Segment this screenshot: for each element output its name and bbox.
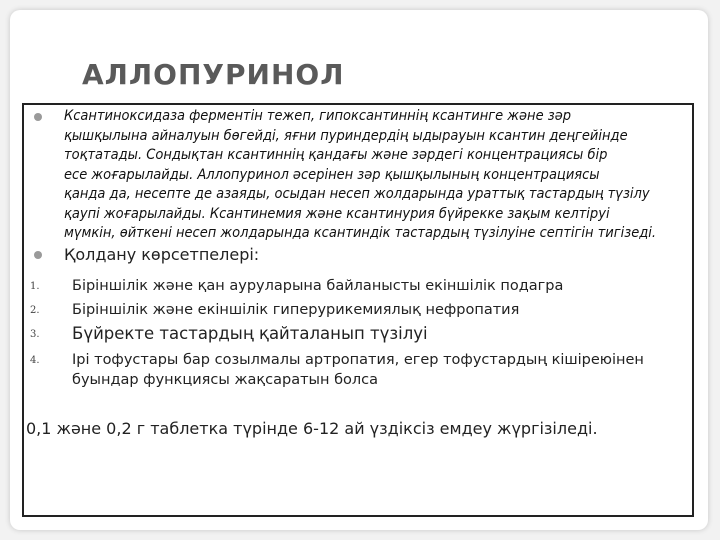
paragraph-line: қаупі жоғарылайды. Ксантинемия және ксантинурия бүйрекке зақым келтіруі xyxy=(64,205,610,222)
bullet-icon xyxy=(34,113,42,121)
list-number: 2. xyxy=(30,305,40,316)
list-number: 1. xyxy=(30,281,40,292)
list-number: 3. xyxy=(30,329,40,340)
paragraph-line: есе жоғарылайды. Аллопуринол әсерінен зәр қышқылының концентрациясы xyxy=(64,166,600,183)
description-paragraph xyxy=(64,107,694,244)
indication-item: Бүйректе тастардың қайталанып түзілуі xyxy=(72,324,428,343)
content-frame xyxy=(22,103,694,517)
indication-item: Біріншілік және қан ауруларына байланысты екіншілік подагра xyxy=(72,278,564,294)
slide-title: АЛЛОПУРИНОЛ xyxy=(82,58,345,91)
paragraph-line: тоқтатады. Сондықтан ксантиннің қандағы және зәрдегі концентрациясы бір xyxy=(64,147,608,163)
dosage-text: 0,1 және 0,2 г таблетка түрінде 6-12 ай үздіксіз емдеу жүргізіледі. xyxy=(26,419,598,438)
paragraph-line: Ксантиноксидаза ферментін тежеп, гипоксантиннің ксантинге және зәр xyxy=(64,108,572,124)
indications-heading: Қолдану көрсетпелері: xyxy=(64,245,260,264)
paragraph-line: мүмкін, өйткені несеп жолдарында ксантиндік тастардың түзілуіне септігін тигізеді. xyxy=(64,225,657,241)
paragraph-line: қышқылына айналуын бөгейді, яғни пуриндердің ыдырауын ксантин деңгейінде xyxy=(64,127,628,144)
indication-item: Ірі тофустары бар созылмалы артропатия, егер тофустардың кішіреюінен xyxy=(72,352,644,368)
list-number: 4. xyxy=(30,355,40,366)
indication-item: Біріншілік және екіншілік гиперурикемиялық нефропатия xyxy=(72,302,520,318)
paragraph-line: қанда да, несепте де азаяды, осыдан несеп жолдарында ураттық тастардың түзілу xyxy=(64,186,650,202)
indication-item-continuation: буындар функциясы жақсаратын болса xyxy=(72,372,379,388)
bullet-icon xyxy=(34,251,42,259)
